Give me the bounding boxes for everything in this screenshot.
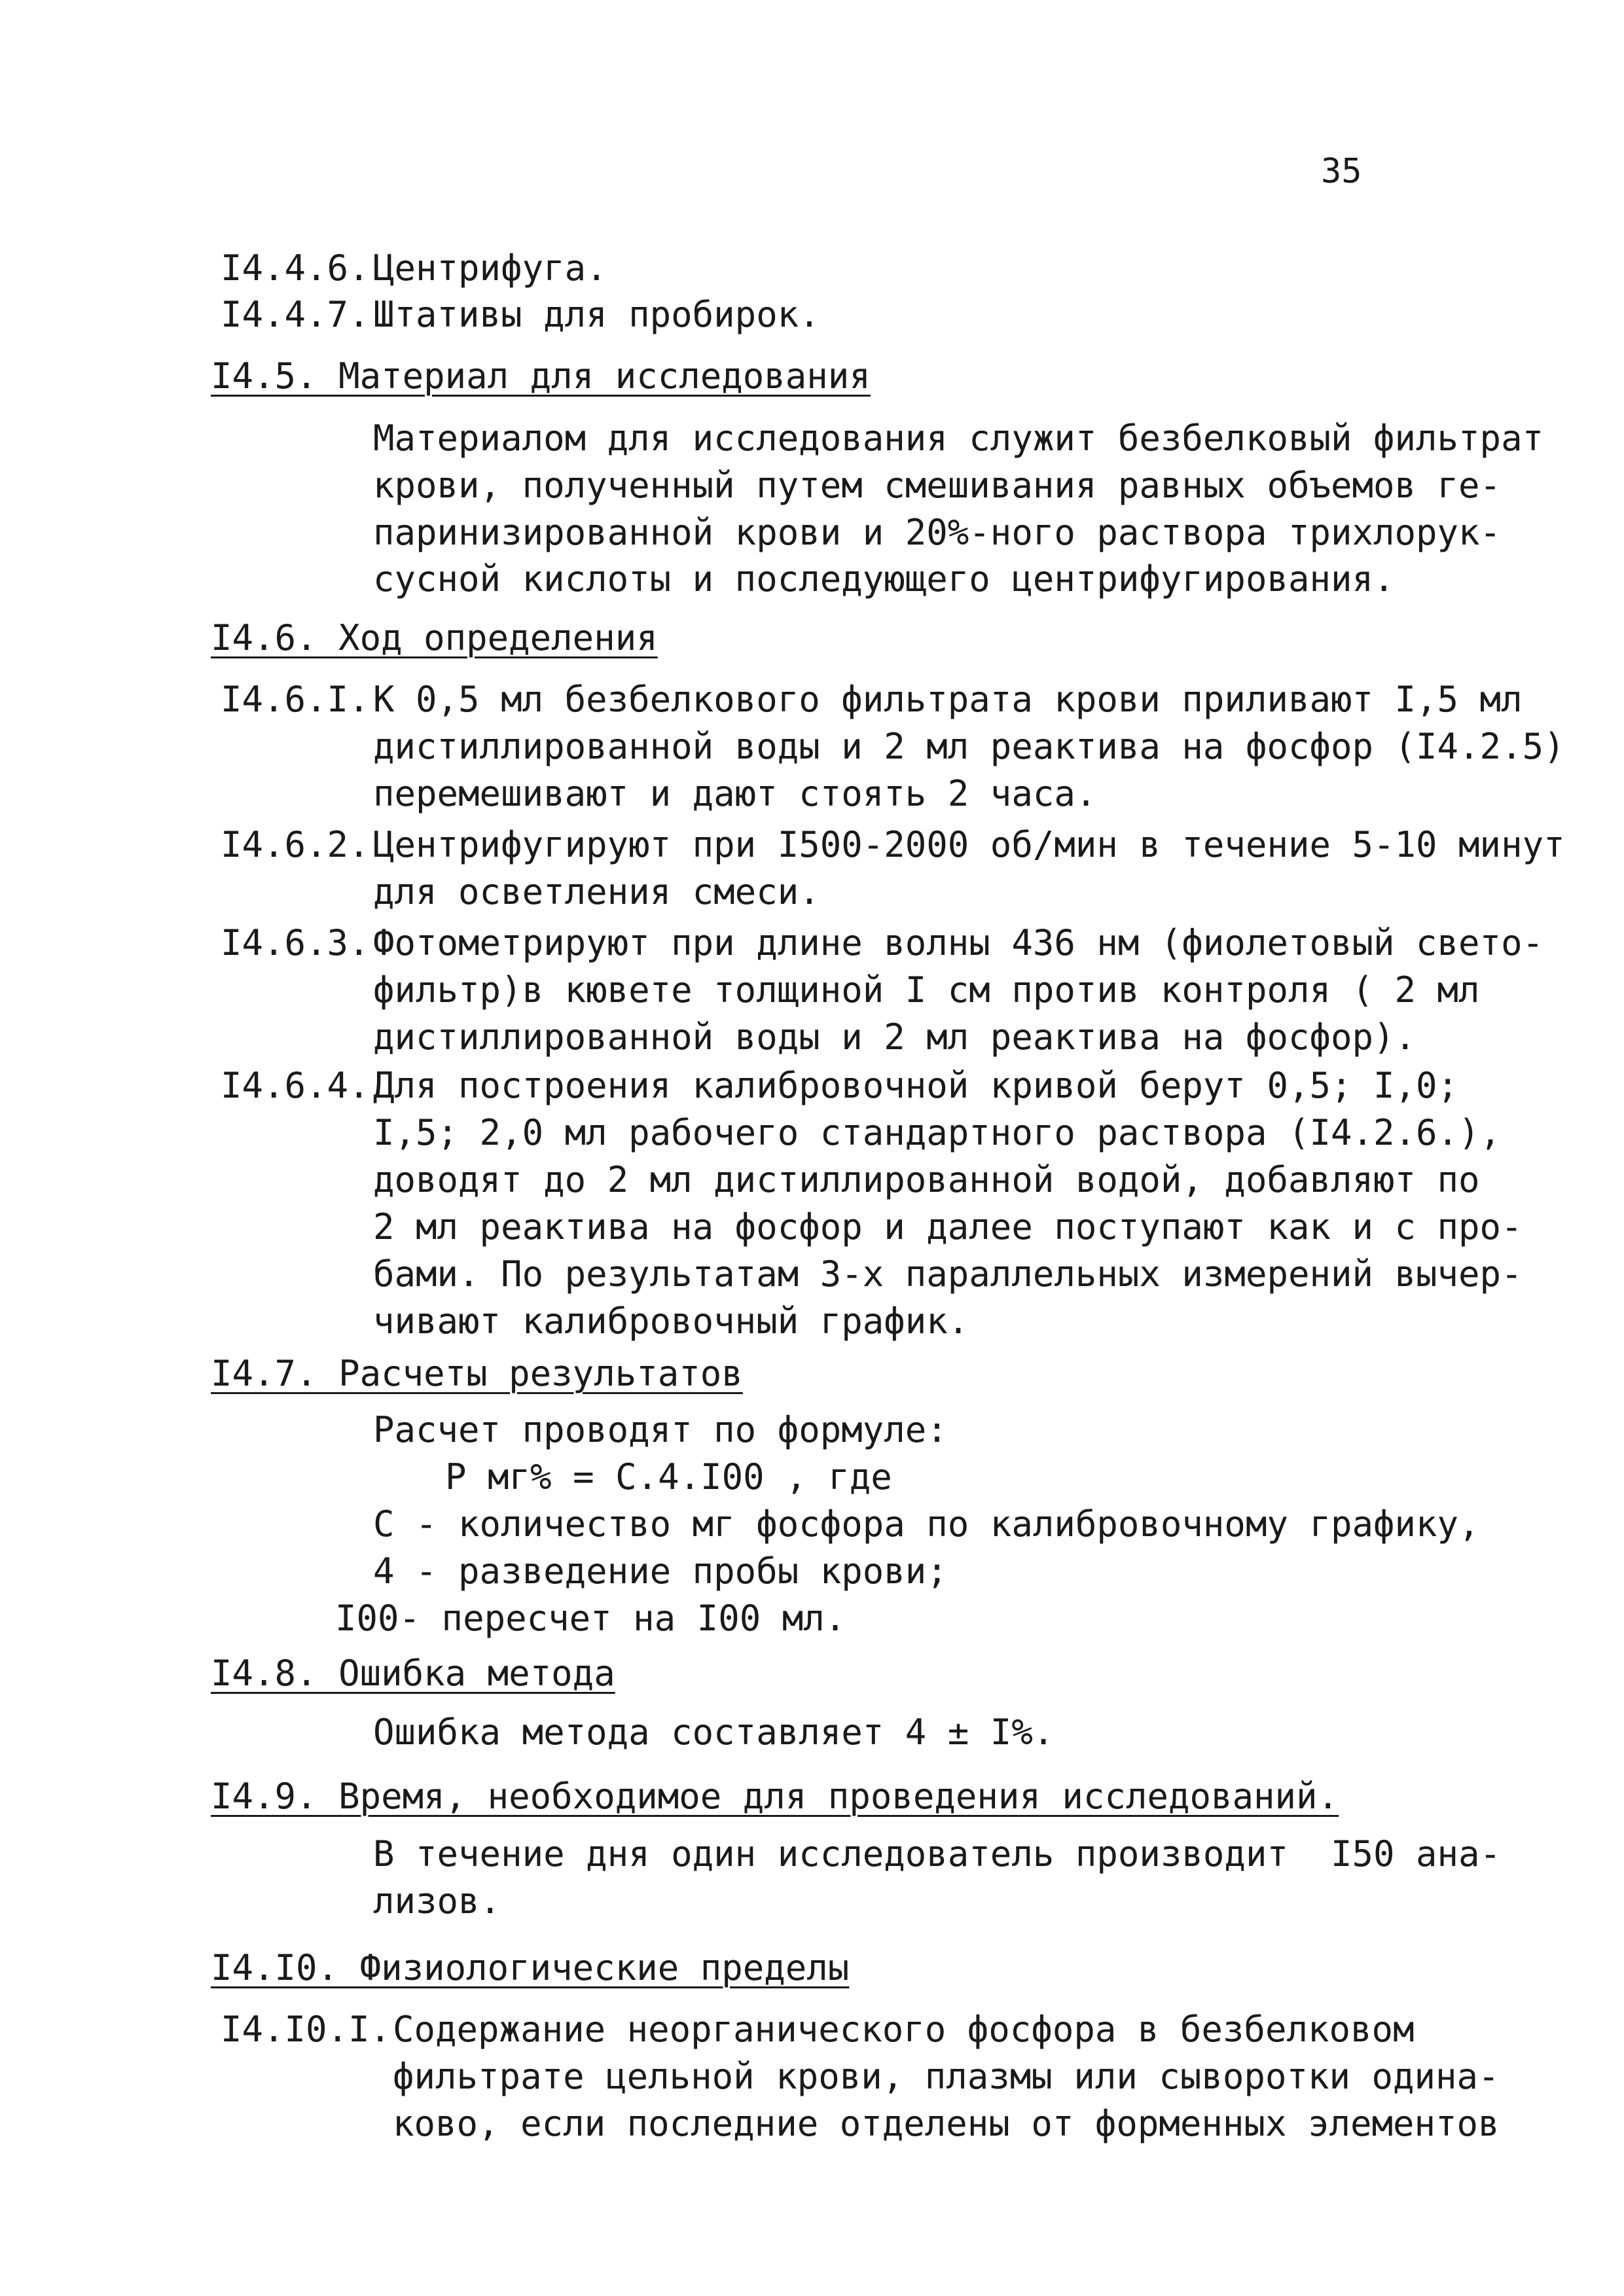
step-line: для осветления смеси. [373,871,820,912]
formula: Р мг% = С.4.I00 , где [445,1456,892,1498]
item-number: I4.4.6. [221,247,370,289]
step-line: 2 мл реактива на фосфор и далее поступают как и с про- [373,1206,1523,1247]
item-number: I4.4.7. [221,294,370,335]
paragraph-line: Ошибка метода составляет 4 ± I%. [373,1712,1055,1753]
step-line: Центрифугируют при I500-2000 об/мин в течение 5-10 минут [373,824,1565,865]
step-line: Фотометрируют при длине волны 436 нм (фиолетовый свето- [373,922,1544,963]
step-line: I,5; 2,0 мл рабочего стандартного раствора (I4.2.6.), [373,1112,1502,1153]
step-line: бами. По результатам 3-х параллельных измерений вычер- [373,1253,1523,1295]
step-number: I4.6.4. [221,1065,370,1106]
formula-legend: 4 - разведение пробы крови; [373,1551,948,1592]
step-line: перемешивают и дают стоять 2 часа. [373,773,1097,814]
item-text: Штативы для пробирок. [373,294,820,335]
step-line: К 0,5 мл безбелкового фильтрата крови приливают I,5 мл [373,679,1523,720]
section-heading: I4.5. Материал для исследования [211,355,871,397]
paragraph-line: В течение дня один исследователь производит I50 ана- [373,1833,1502,1874]
step-number: I4.6.3. [221,922,370,963]
paragraph-line: лизов. [373,1880,501,1922]
step-line: фильтр)в кювете толщиной I см против контроля ( 2 мл [373,969,1480,1011]
section-heading: I4.9. Время, необходимое для проведения исследований. [211,1776,1339,1817]
formula-legend: I00- пересчет на I00 мл. [335,1598,846,1639]
paragraph-line: крови, полученный путем смешивания равных объемов ге- [373,465,1502,506]
item-number: I4.I0.I. [221,2009,391,2050]
paragraph-line: ково, если последние отделены от форменных элементов [393,2103,1500,2144]
section-heading: I4.6. Ход определения [211,617,658,658]
paragraph-line: Содержание неорганического фосфора в безбелковом [393,2009,1415,2050]
step-line: доводят до 2 мл дистиллированной водой, добавляют по [373,1159,1480,1200]
step-line: дистиллированной воды и 2 мл реактива на фосфор). [373,1016,1416,1058]
paragraph-line: сусной кислоты и последующего центрифугирования. [373,558,1395,600]
section-heading: I4.7. Расчеты результатов [211,1353,743,1394]
step-number: I4.6.2. [221,824,370,865]
paragraph-line: Материалом для исследования служит безбелковый фильтрат [373,418,1544,459]
formula-intro: Расчет проводят по формуле: [373,1409,948,1450]
section-heading: I4.I0. Физиологические пределы [211,1947,850,1988]
step-line: дистиллированной воды и 2 мл реактива на фосфор (I4.2.5) [373,726,1565,767]
paragraph-line: паринизированной крови и 20%-ного раствора трихлорук- [373,512,1502,553]
formula-legend: С - количество мг фосфора по калибровочному графику, [373,1503,1480,1545]
step-number: I4.6.I. [221,679,370,720]
section-heading: I4.8. Ошибка метода [211,1653,615,1694]
paragraph-line: фильтрате цельной крови, плазмы или сыворотки одина- [393,2056,1500,2097]
step-line: Для построения калибровочной кривой берут 0,5; I,0; [373,1065,1459,1106]
page-number: 35 [1321,152,1362,191]
step-line: чивают калибровочный график. [373,1300,969,1342]
item-text: Центрифуга. [373,247,607,289]
